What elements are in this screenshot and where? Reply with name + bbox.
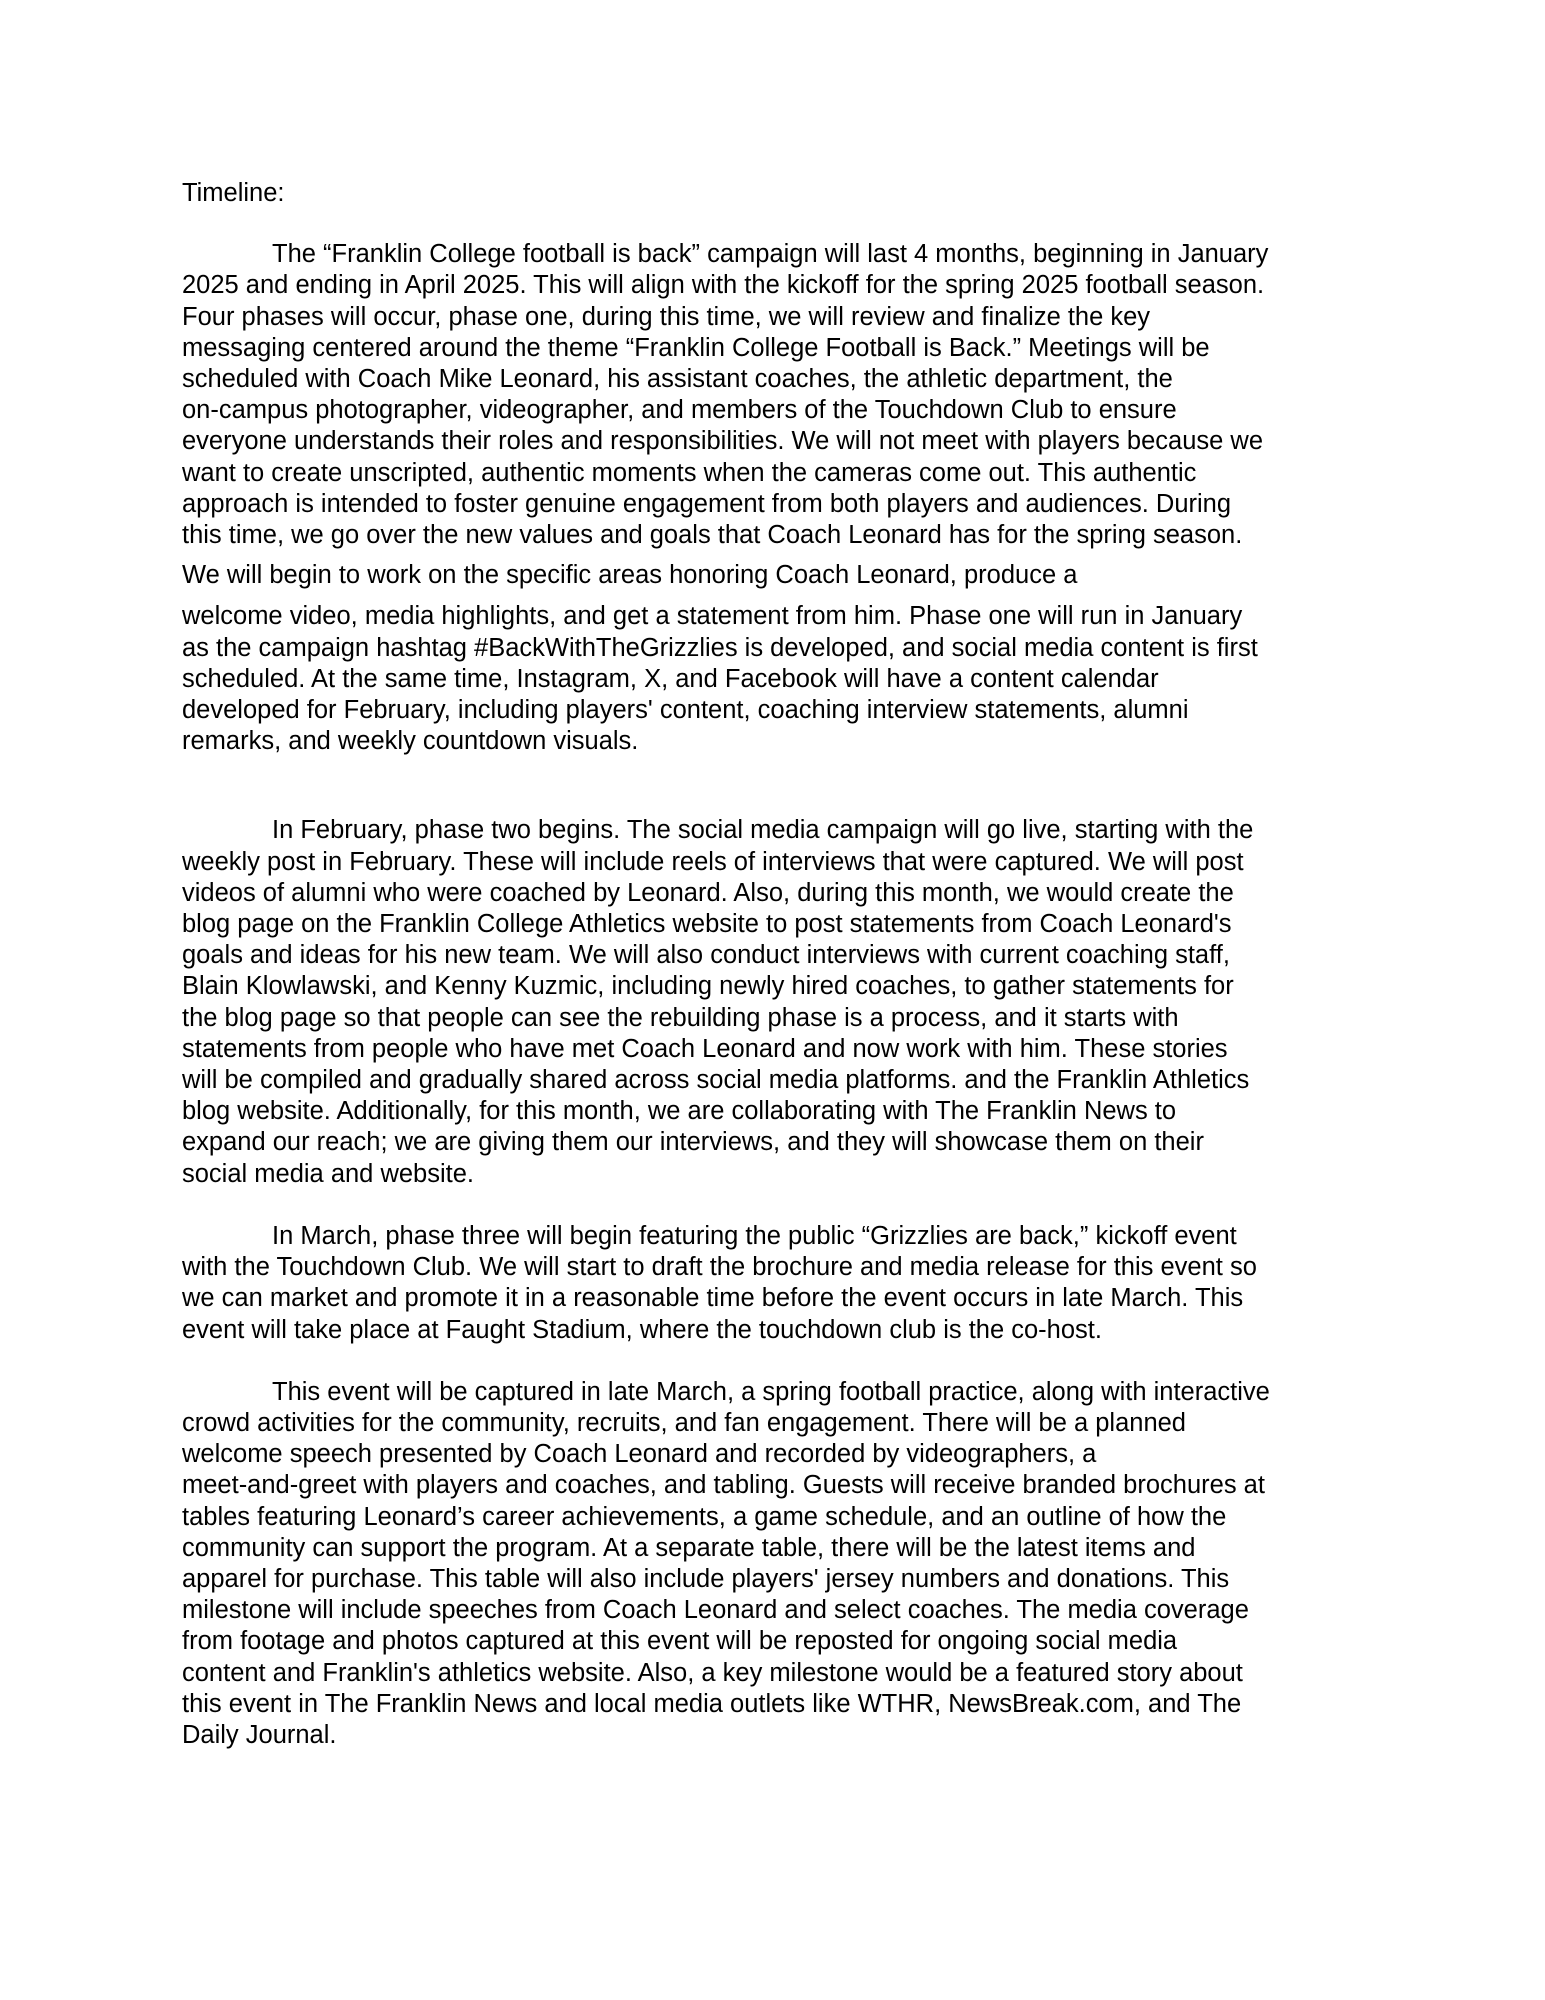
text-line: scheduled with Coach Mike Leonard, his assistant coaches, the athletic department, the — [182, 365, 1173, 394]
paragraph-phase-three — [182, 1221, 1372, 1346]
text-line: Blain Klowlawski, and Kenny Kuzmic, including newly hired coaches, to gather statements for — [182, 972, 1234, 1001]
text-line: weekly post in February. These will include reels of interviews that were captured. We will post — [182, 847, 1244, 876]
text-line: welcome speech presented by Coach Leonard and recorded by videographers, a — [182, 1440, 1097, 1469]
text-line: This event will be captured in late March, a spring football practice, along with interactive — [272, 1377, 1270, 1406]
text-line: from footage and photos captured at this event will be reposted for ongoing social media — [182, 1627, 1178, 1656]
text-line: goals and ideas for his new team. We will also conduct interviews with current coaching staff, — [182, 941, 1230, 970]
text-line: crowd activities for the community, recruits, and fan engagement. There will be a planned — [182, 1408, 1186, 1437]
text-line: remarks, and weekly countdown visuals. — [182, 727, 639, 756]
paragraph-phase-two — [182, 815, 1372, 1189]
text-line: The “Franklin College football is back” campaign will last 4 months, beginning in January — [272, 240, 1269, 269]
text-line: meet-and-greet with players and coaches, and tabling. Guests will receive branded brochures at — [182, 1471, 1265, 1500]
text-line: will be compiled and gradually shared across social media platforms. and the Franklin Athletics — [182, 1066, 1250, 1095]
text-line: blog page on the Franklin College Athletics website to post statements from Coach Leonard's — [182, 910, 1232, 939]
text-line: developed for February, including players' content, coaching interview statements, alumni — [182, 696, 1189, 725]
text-line: community can support the program. At a separate table, there will be the latest items and — [182, 1533, 1196, 1562]
text-line: we can market and promote it in a reasonable time before the event occurs in late March. This — [182, 1284, 1244, 1313]
text-line: as the campaign hashtag #BackWithTheGrizzlies is developed, and social media content is first — [182, 633, 1258, 662]
text-line: In February, phase two begins. The social media campaign will go live, starting with the — [272, 816, 1254, 845]
text-line: apparel for purchase. This table will also include players' jersey numbers and donations. This — [182, 1564, 1230, 1593]
text-line: want to create unscripted, authentic moments when the cameras come out. This authentic — [182, 458, 1197, 487]
text-line: social media and website. — [182, 1159, 474, 1188]
text-line: Daily Journal. — [182, 1720, 337, 1749]
text-line: videos of alumni who were coached by Leonard. Also, during this month, we would create the — [182, 878, 1234, 907]
text-line: 2025 and ending in April 2025. This will align with the kickoff for the spring 2025 football season. — [182, 271, 1265, 300]
text-line: tables featuring Leonard’s career achievements, a game schedule, and an outline of how the — [182, 1502, 1227, 1531]
text-line: everyone understands their roles and responsibilities. We will not meet with players because we — [182, 427, 1263, 456]
text-line: approach is intended to foster genuine engagement from both players and audiences. During — [182, 489, 1232, 518]
text-line: statements from people who have met Coach Leonard and now work with him. These stories — [182, 1034, 1228, 1063]
text-line: In March, phase three will begin featuring the public “Grizzlies are back,” kickoff event — [272, 1221, 1237, 1250]
text-line: on-campus photographer, videographer, and members of the Touchdown Club to ensure — [182, 396, 1177, 425]
text-line: milestone will include speeches from Coach Leonard and select coaches. The media coverage — [182, 1596, 1249, 1625]
paragraph-kickoff-event — [182, 1377, 1372, 1751]
text-line: welcome video, media highlights, and get a statement from him. Phase one will run in January — [182, 602, 1243, 631]
text-line: the blog page so that people can see the rebuilding phase is a process, and it starts with — [182, 1003, 1179, 1032]
text-line: content and Franklin's athletics website. Also, a key milestone would be a featured story about — [182, 1658, 1243, 1687]
text-line: expand our reach; we are giving them our interviews, and they will showcase them on their — [182, 1128, 1204, 1157]
text-line: We will begin to work on the specific areas honoring Coach Leonard, produce a — [182, 561, 1078, 590]
section-heading: Timeline: — [182, 179, 285, 207]
text-line: with the Touchdown Club. We will start to draft the brochure and media release for this event so — [182, 1253, 1257, 1282]
text-line: event will take place at Faught Stadium, where the touchdown club is the co-host. — [182, 1315, 1102, 1344]
text-line: Four phases will occur, phase one, during this time, we will review and finalize the key — [182, 302, 1151, 331]
text-line: this event in The Franklin News and local media outlets like WTHR, NewsBreak.com, and The — [182, 1689, 1242, 1718]
paragraph-phase-one-intro — [182, 560, 1372, 591]
document-page — [182, 178, 1372, 1751]
text-line: scheduled. At the same time, Instagram, X, and Facebook will have a content calendar — [182, 664, 1159, 693]
paragraph-phase-one — [182, 601, 1372, 757]
text-line: messaging centered around the theme “Franklin College Football is Back.” Meetings will be — [182, 333, 1210, 362]
paragraph-overview — [182, 239, 1372, 551]
text-line: this time, we go over the new values and goals that Coach Leonard has for the spring season. — [182, 521, 1243, 550]
text-line: blog website. Additionally, for this month, we are collaborating with The Franklin News to — [182, 1097, 1177, 1126]
